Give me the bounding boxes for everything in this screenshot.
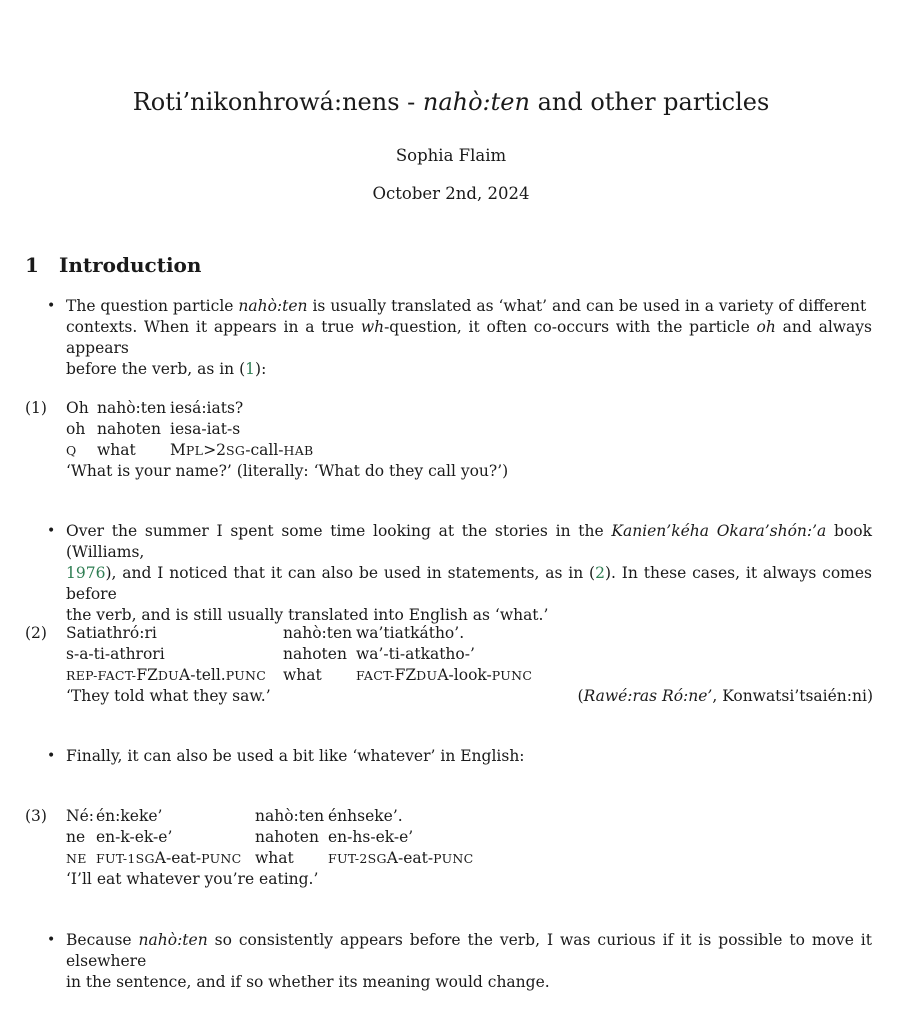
bullet-paragraph-2 xyxy=(66,521,872,626)
gloss xyxy=(96,848,242,869)
gloss-part: FZ xyxy=(136,666,158,684)
gloss-part: A xyxy=(179,666,191,684)
line: • Finally, it can also be used a bit like ‘whatever’ in English: xyxy=(66,747,525,765)
title-part: Roti’nikonhrowá:nens - xyxy=(132,88,423,116)
translation: ‘They told what they saw.’ xyxy=(66,687,271,705)
text: ( xyxy=(577,687,584,705)
gloss-part: DU xyxy=(157,668,180,683)
text: nahò:ten xyxy=(138,931,208,949)
word: Oh xyxy=(66,399,89,417)
text: The question particle xyxy=(66,297,239,315)
gloss xyxy=(328,848,474,869)
line xyxy=(66,296,872,317)
gloss-part: -look- xyxy=(448,666,492,684)
bullet-paragraph-3 xyxy=(66,746,872,767)
gloss-words xyxy=(66,623,465,644)
gloss-words xyxy=(66,398,244,419)
word: iesá:iats? xyxy=(170,399,244,417)
text: oh xyxy=(756,318,776,336)
text: ), and I noticed that it can also be used in statements, as in ( xyxy=(105,564,596,582)
text: and always appears xyxy=(66,318,872,357)
example-source xyxy=(578,686,874,707)
gloss-part: FACT- xyxy=(356,668,395,683)
morpheme: nahoten xyxy=(97,420,161,438)
bullet-paragraph-1 xyxy=(66,296,872,380)
line xyxy=(66,359,872,380)
text: Because xyxy=(66,931,139,949)
title-italic-part: nahò:ten xyxy=(422,88,530,116)
text: -question, it often co-occurs with the particle xyxy=(384,318,757,336)
gloss-part: PUNC xyxy=(225,668,267,683)
morpheme: en-hs-ek-e’ xyxy=(328,828,414,846)
text: so consistently appears before the verb, I was curious if it is possible to move it elsewhere xyxy=(66,931,872,970)
morpheme: iesa-iat-s xyxy=(170,420,241,438)
word: Satiathró:ri xyxy=(66,624,157,642)
text: Over the summer I spent some time looking at the stories in the xyxy=(66,522,612,540)
text: before the verb, as in ( xyxy=(66,360,246,378)
section-heading xyxy=(25,253,201,277)
bullet-paragraph-4 xyxy=(66,930,872,993)
gloss-part: >2 xyxy=(203,441,227,459)
morpheme: wa’-ti-atkatho-’ xyxy=(356,645,475,663)
morpheme: nahoten xyxy=(255,828,319,846)
gloss-labels xyxy=(66,440,314,461)
gloss-part: -call- xyxy=(245,441,284,459)
word: nahò:ten xyxy=(255,807,325,825)
gloss xyxy=(66,666,266,684)
line xyxy=(66,930,872,972)
gloss-part: PUNC xyxy=(201,851,242,866)
gloss: what xyxy=(283,666,322,684)
word: Né: xyxy=(66,807,94,825)
word: én:keke’ xyxy=(96,807,163,825)
morpheme: en-k-ek-e’ xyxy=(96,828,173,846)
gloss-part: PL xyxy=(185,443,204,458)
example-number: (1) xyxy=(25,399,47,417)
example-number: (2) xyxy=(25,624,47,642)
text: nahò:ten xyxy=(238,297,308,315)
title-part: and other particles xyxy=(529,88,770,116)
text: book (Williams, xyxy=(66,522,872,561)
gloss-labels xyxy=(66,665,533,686)
gloss-part: M xyxy=(170,441,186,459)
word: nahò:ten xyxy=(283,624,353,642)
translation: ‘I’ll eat whatever you’re eating.’ xyxy=(66,870,319,888)
text: Kanien’kéha Okara’shón:’a xyxy=(611,522,827,540)
gloss-part: DU xyxy=(416,668,438,683)
gloss: NE xyxy=(66,851,87,866)
gloss-morphemes xyxy=(66,419,241,440)
text: wh xyxy=(360,318,385,336)
gloss xyxy=(170,440,314,461)
gloss-words xyxy=(66,806,403,827)
line: in the sentence, and if so whether its meaning would change. xyxy=(66,973,550,991)
gloss-part: HAB xyxy=(283,443,314,458)
line xyxy=(66,317,872,359)
section-title: Introduction xyxy=(59,253,202,277)
text: ). In these cases, it always comes before xyxy=(66,564,872,603)
gloss-labels xyxy=(66,848,474,869)
gloss: what xyxy=(255,849,294,867)
gloss-part: SG xyxy=(135,851,155,866)
word: énhseke’. xyxy=(328,807,403,825)
citation-link[interactable]: 1976 xyxy=(66,564,106,582)
morpheme: ne xyxy=(66,828,86,846)
line xyxy=(66,563,872,605)
section-number: 1 xyxy=(25,253,39,277)
morpheme: nahoten xyxy=(283,645,347,663)
gloss: Q xyxy=(66,443,77,458)
gloss-part: PUNC xyxy=(491,668,533,683)
gloss-part: SG xyxy=(226,443,246,458)
example-ref-link[interactable]: 1 xyxy=(245,360,256,378)
line xyxy=(66,521,872,563)
line: the verb, and is still usually translated into English as ‘what.’ xyxy=(66,606,549,624)
gloss xyxy=(356,665,532,686)
word: wa’tiatkátho’. xyxy=(356,624,465,642)
gloss-part: A xyxy=(437,666,449,684)
gloss-morphemes xyxy=(66,644,475,665)
morpheme: s-a-ti-athrori xyxy=(66,645,165,663)
gloss-part: A-eat- xyxy=(154,849,202,867)
author: Sophia Flaim xyxy=(395,146,507,165)
gloss-part: FUT-1 xyxy=(96,851,136,866)
example-number: (3) xyxy=(25,807,47,825)
text: Rawé:ras Ró:ne’ xyxy=(583,687,713,705)
gloss-part: -tell. xyxy=(190,666,226,684)
word: nahò:ten xyxy=(97,399,167,417)
text: , Konwatsi’tsaién:ni) xyxy=(712,687,873,705)
gloss-part: FZ xyxy=(394,666,417,684)
gloss: what xyxy=(97,441,136,459)
morpheme: oh xyxy=(66,420,86,438)
gloss-part: A-eat- xyxy=(386,849,434,867)
gloss-part: SG xyxy=(367,851,387,866)
gloss-morphemes xyxy=(66,827,414,848)
gloss-part: PUNC xyxy=(433,851,474,866)
translation: ‘What is your name?’ (literally: ‘What do they call you?’) xyxy=(66,462,509,480)
document-title xyxy=(0,88,902,116)
date: October 2nd, 2024 xyxy=(372,184,530,203)
text: is usually translated as ‘what’ and can be used in a variety of different xyxy=(307,297,867,315)
gloss-part: REP-FACT- xyxy=(66,668,137,683)
text: contexts. When it appears in a true xyxy=(66,318,361,336)
text: ): xyxy=(255,360,267,378)
gloss-part: FUT-2 xyxy=(328,851,368,866)
example-ref-link[interactable]: 2 xyxy=(595,564,605,582)
